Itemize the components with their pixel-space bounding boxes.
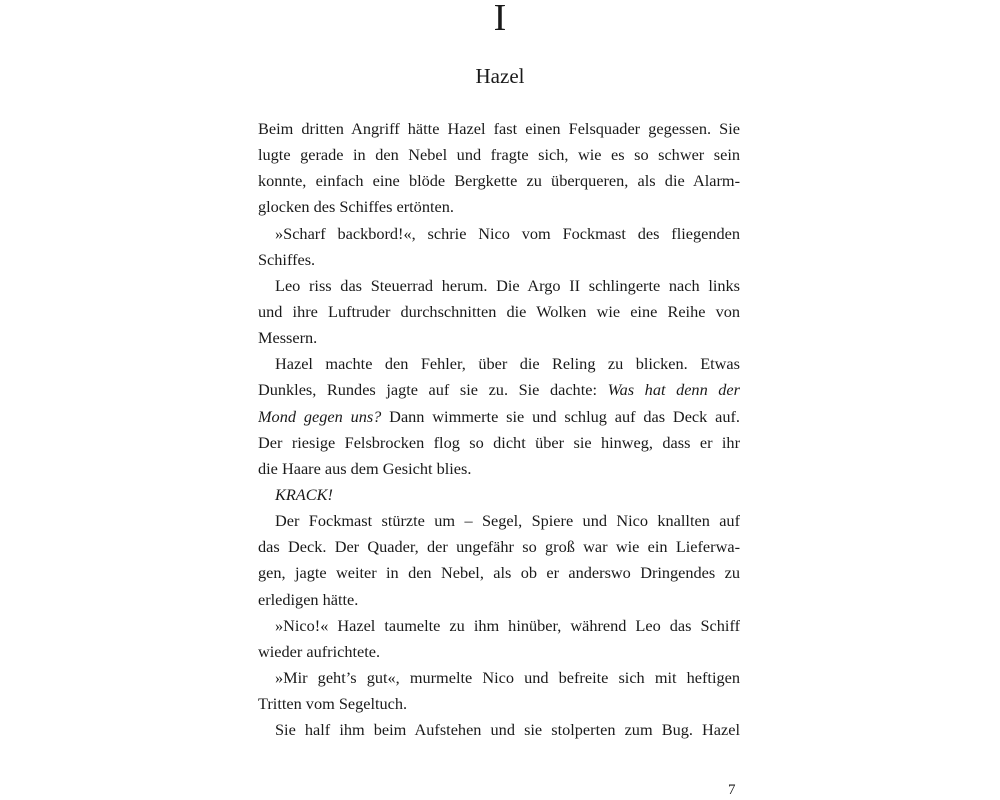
- line-text: Dann wimmerte sie und schlug auf das Deck auf.: [381, 406, 740, 426]
- line-text: Beim dritten Angriff hätte Hazel fast einen Felsquader gegessen. Sie: [258, 119, 740, 138]
- text-line: [258, 377, 740, 403]
- text-line: [258, 430, 740, 456]
- line-text: Sie half ihm beim Aufstehen und sie stolperten zum Bug. Hazel: [275, 720, 740, 740]
- text-line: [258, 613, 740, 639]
- chapter-title: Hazel: [475, 64, 525, 88]
- line-text: konnte, einfach eine blöde Bergkette zu überqueren, als die Alarm-: [258, 171, 740, 191]
- body-text: [258, 116, 740, 743]
- line-text: Dunkles, Rundes jagte auf sie zu. Sie dachte:: [258, 380, 608, 400]
- text-line: [258, 116, 740, 142]
- text-line: [258, 273, 740, 299]
- line-text: lugte gerade in den Nebel und fragte sich, wie es so schwer sein: [258, 145, 740, 165]
- text-line: [258, 587, 740, 613]
- italic-text: Was hat denn der: [607, 380, 740, 400]
- line-text: Messern.: [258, 328, 318, 348]
- line-text: »Scharf backbord!«, schrie Nico vom Fockmast des fliegenden: [275, 223, 740, 243]
- text-line: [258, 325, 740, 351]
- text-line: [258, 639, 740, 665]
- text-line: [258, 351, 740, 377]
- text-line: [258, 508, 740, 534]
- line-text: glocken des Schiffes ertönten.: [258, 197, 454, 217]
- line-text: das Deck. Der Quader, der ungefähr so groß war wie ein Lieferwa-: [258, 537, 740, 557]
- text-line: [258, 194, 740, 220]
- line-text: Hazel machte den Fehler, über die Reling zu blicken. Etwas: [275, 354, 740, 374]
- text-line: [258, 404, 740, 430]
- text-line: [258, 691, 740, 717]
- text-line: [258, 299, 740, 325]
- text-line: [258, 534, 740, 560]
- line-text: Der Fockmast stürzte um – Segel, Spiere und Nico knallten auf: [275, 511, 740, 531]
- line-text: Leo riss das Steuerrad herum. Die Argo II schlingerte nach links: [275, 275, 740, 295]
- text-line: [258, 717, 740, 743]
- line-text: und ihre Luftruder durchschnitten die Wolken wie eine Reihe von: [258, 301, 740, 321]
- italic-text: Mond gegen uns?: [258, 406, 382, 426]
- page-number: 7: [728, 782, 736, 798]
- line-text: wieder aufrichtete.: [258, 641, 381, 661]
- line-text: Tritten vom Segeltuch.: [258, 694, 408, 714]
- italic-text: KRACK!: [275, 484, 333, 504]
- line-text: Der riesige Felsbrocken flog so dicht über sie hinweg, dass er ihr: [258, 432, 740, 452]
- line-text: gen, jagte weiter in den Nebel, als ob er anderswo Dringendes zu: [258, 563, 740, 583]
- line-text: Schiffes.: [258, 249, 316, 269]
- line-text: »Mir geht’s gut«, murmelte Nico und befreite sich mit heftigen: [275, 667, 740, 687]
- text-line: [258, 247, 740, 273]
- text-line: [258, 665, 740, 691]
- text-line: [258, 221, 740, 247]
- text-line: [258, 168, 740, 194]
- text-line: [258, 142, 740, 168]
- line-text: die Haare aus dem Gesicht blies.: [258, 458, 472, 478]
- chapter-number: I: [493, 0, 507, 39]
- text-line: [258, 482, 740, 508]
- text-line: [258, 456, 740, 482]
- line-text: »Nico!« Hazel taumelte zu ihm hinüber, während Leo das Schiff: [275, 615, 740, 635]
- line-text: erledigen hätte.: [258, 589, 359, 609]
- text-line: [258, 560, 740, 586]
